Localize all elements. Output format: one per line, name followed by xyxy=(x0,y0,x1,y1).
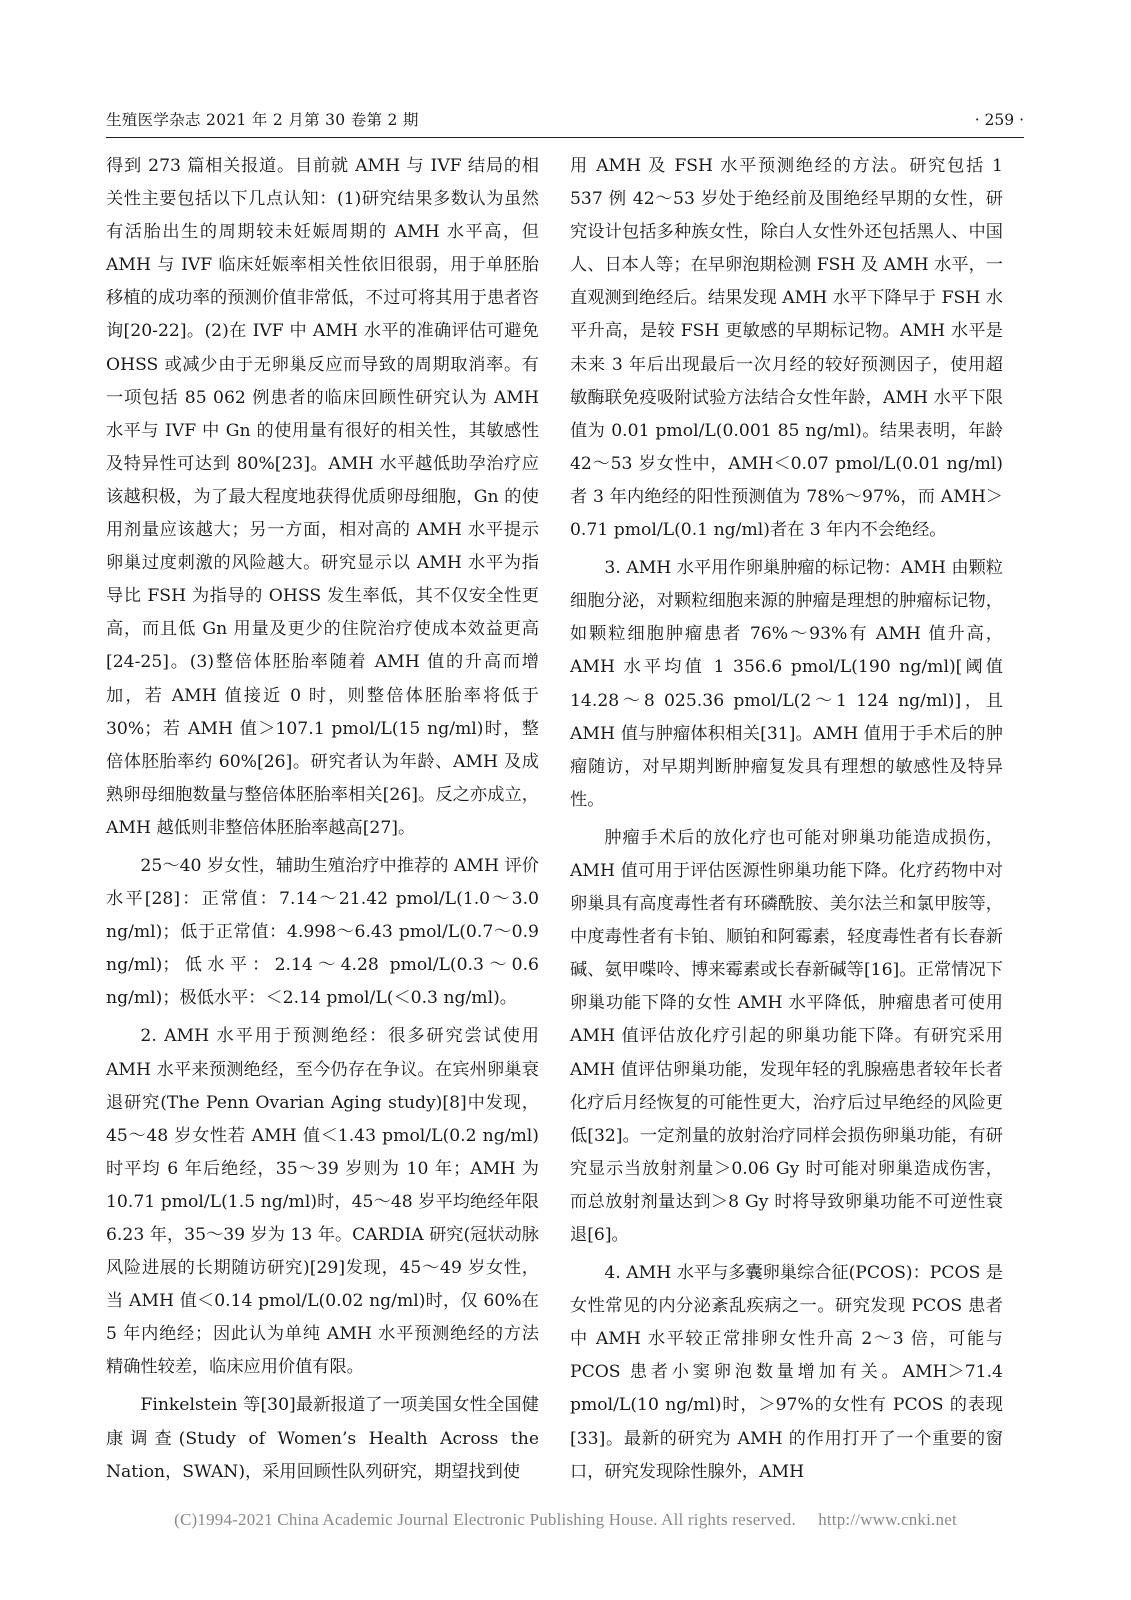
paragraph: Finkelstein 等[30]最新报道了一项美国女性全国健康调查(Study of Women’s Health Across the Nation，SWAN)，采用回顾性队列研究，期望找到使 xyxy=(106,1395,539,1482)
copyright-text: (C)1994-2021 China Academic Journal Electronic Publishing House. All rights reserved. xyxy=(174,1510,796,1529)
paragraph: 25～40 岁女性，辅助生殖治疗中推荐的 AMH 评价水平[28]：正常值：7.14～21.42 pmol/L(1.0～3.0 ng/ml)；低于正常值：4.998～6.43 pmol/L(0.7～0.9 ng/ml)；低水平：2.14～4.28 pmol/L(0.3～0.6 ng/ml)；极低水平：＜2.14 pmol/L(＜0.3 ng/ml)。 xyxy=(106,855,539,1009)
paragraph: 3. AMH 水平用作卵巢肿瘤的标记物：AMH 由颗粒细胞分泌，对颗粒细胞来源的肿瘤是理想的肿瘤标记物，如颗粒细胞肿瘤患者 76%～93%有 AMH 值升高，AMH 水平均值 1 356.6 pmol/L(190 ng/ml)[阈值 14.28～8 025.36 pmol/L(2～1 124 ng/ml)]，且 AMH 值与肿瘤体积相关[31]。AMH 值用于手术后的肿瘤随访，对早期判断肿瘤复发具有理想的敏感性及特异性。 xyxy=(570,558,1003,810)
journal-issue: 生殖医学杂志 2021 年 2 月第 30 卷第 2 期 xyxy=(106,111,419,129)
left-column xyxy=(106,150,539,1489)
paragraph: 用 AMH 及 FSH 水平预测绝经的方法。研究包括 1 537 例 42～53 岁处于绝经前及围绝经早期的女性，研究设计包括多种族女性，除白人女性外还包括黑人、中国人、日本人等；在早卵泡期检测 FSH 及 AMH 水平，一直观测到绝经后。结果发现 AMH 水平下降早于 FSH 水平升高，是较 FSH 更敏感的早期标记物。AMH 水平是未来 3 年后出现最后一次月经的较好预测因子，使用超敏酶联免疫吸附试验方法结合女性年龄，AMH 水平下限值为 0.01 pmol/L(0.001 85 ng/ml)。结果表明，年龄 42～53 岁女性中，AMH＜0.07 pmol/L(0.01 ng/ml)者 3 年内绝经的阳性预测值为 78%～97%，而 AMH＞0.71 pmol/L(0.1 ng/ml)者在 3 年内不会绝经。 xyxy=(570,156,1003,541)
running-header xyxy=(106,108,1024,132)
page-number: · 259 · xyxy=(974,111,1024,129)
header-rule xyxy=(106,137,1024,138)
cnki-link[interactable]: http://www.cnki.net xyxy=(818,1510,957,1529)
copyright-footer xyxy=(0,1510,1131,1530)
paragraph: 2. AMH 水平用于预测绝经：很多研究尝试使用 AMH 水平来预测绝经，至今仍存在争议。在宾州卵巢衰退研究(The Penn Ovarian Aging study)[8]中发现，45～48 岁女性若 AMH 值＜1.43 pmol/L(0.2 ng/ml)时平均 6 年后绝经，35～39 岁则为 10 年；AMH 为 10.71 pmol/L(1.5 ng/ml)时，45～48 岁平均绝经年限 6.23 年，35～39 岁为 13 年。CARDIA 研究(冠状动脉风险进展的长期随访研究)[29]发现，45～49 岁女性，当 AMH 值＜0.14 pmol/L(0.02 ng/ml)时，仅 60%在 5 年内绝经；因此认为单纯 AMH 水平预测绝经的方法精确性较差，临床应用价值有限。 xyxy=(106,1026,539,1378)
paragraph: 肿瘤手术后的放化疗也可能对卵巢功能造成损伤，AMH 值可用于评估医源性卵巢功能下降。化疗药物中对卵巢具有高度毒性者有环磷酰胺、美尔法兰和氯甲胺等，中度毒性者有卡铂、顺铂和阿霉素，轻度毒性者有长春新碱、氨甲喋呤、博来霉素或长春新碱等[16]。正常情况下卵巢功能下降的女性 AMH 水平降低，肿瘤患者可使用 AMH 值评估放化疗引起的卵巢功能下降。有研究采用 AMH 值评估卵巢功能，发现年轻的乳腺癌患者较年长者化疗后月经恢复的可能性更大，治疗后过早绝经的风险更低[32]。一定剂量的放射治疗同样会损伤卵巢功能，有研究显示当放射剂量＞0.06 Gy 时可能对卵巢造成伤害，而总放射剂量达到＞8 Gy 时将导致卵巢功能不可逆性衰退[6]。 xyxy=(570,827,1003,1245)
right-column xyxy=(570,150,1003,1489)
paragraph: 4. AMH 水平与多囊卵巢综合征(PCOS)：PCOS 是女性常见的内分泌紊乱疾病之一。研究发现 PCOS 患者中 AMH 水平较正常排卵女性升高 2～3 倍，可能与 PCOS 患者小窦卵泡数量增加有关。AMH＞71.4 pmol/L(10 ng/ml)时，＞97%的女性有 PCOS 的表现[33]。最新的研究为 AMH 的作用打开了一个重要的窗口，研究发现除性腺外，AMH xyxy=(570,1263,1004,1482)
paragraph: 得到 273 篇相关报道。目前就 AMH 与 IVF 结局的相关性主要包括以下几点认知：(1)研究结果多数认为虽然有活胎出生的周期较未妊娠周期的 AMH 水平高，但 AMH 与 IVF 临床妊娠率相关性依旧很弱，用于单胚胎移植的成功率的预测价值非常低，不过可将其用于患者咨询[20-22]。(2)在 IVF 中 AMH 水平的准确评估可避免 OHSS 或减少由于无卵巢反应而导致的周期取消率。有一项包括 85 062 例患者的临床回顾性研究认为 AMH 水平与 IVF 中 Gn 的使用量有很好的相关性，其敏感性及特异性可达到 80%[23]。AMH 水平越低助孕治疗应该越积极，为了最大程度地获得优质卵母细胞，Gn 的使用剂量应该越大；另一方面，相对高的 AMH 水平提示卵巢过度刺激的风险越大。研究显示以 AMH 水平为指导比 FSH 为指导的 OHSS 发生率低，其不仅安全性更高，而且低 Gn 用量及更少的住院治疗使成本效益更高[24-25]。(3)整倍体胚胎率随着 AMH 值的升高而增加，若 AMH 值接近 0 时，则整倍体胚胎率将低于 30%；若 AMH 值＞107.1 pmol/L(15 ng/ml)时，整倍体胚胎率约 60%[26]。研究者认为年龄、AMH 及成熟卵母细胞数量与整倍体胚胎率相关[26]。反之亦成立，AMH 越低则非整倍体胚胎率越高[27]。 xyxy=(106,156,539,838)
